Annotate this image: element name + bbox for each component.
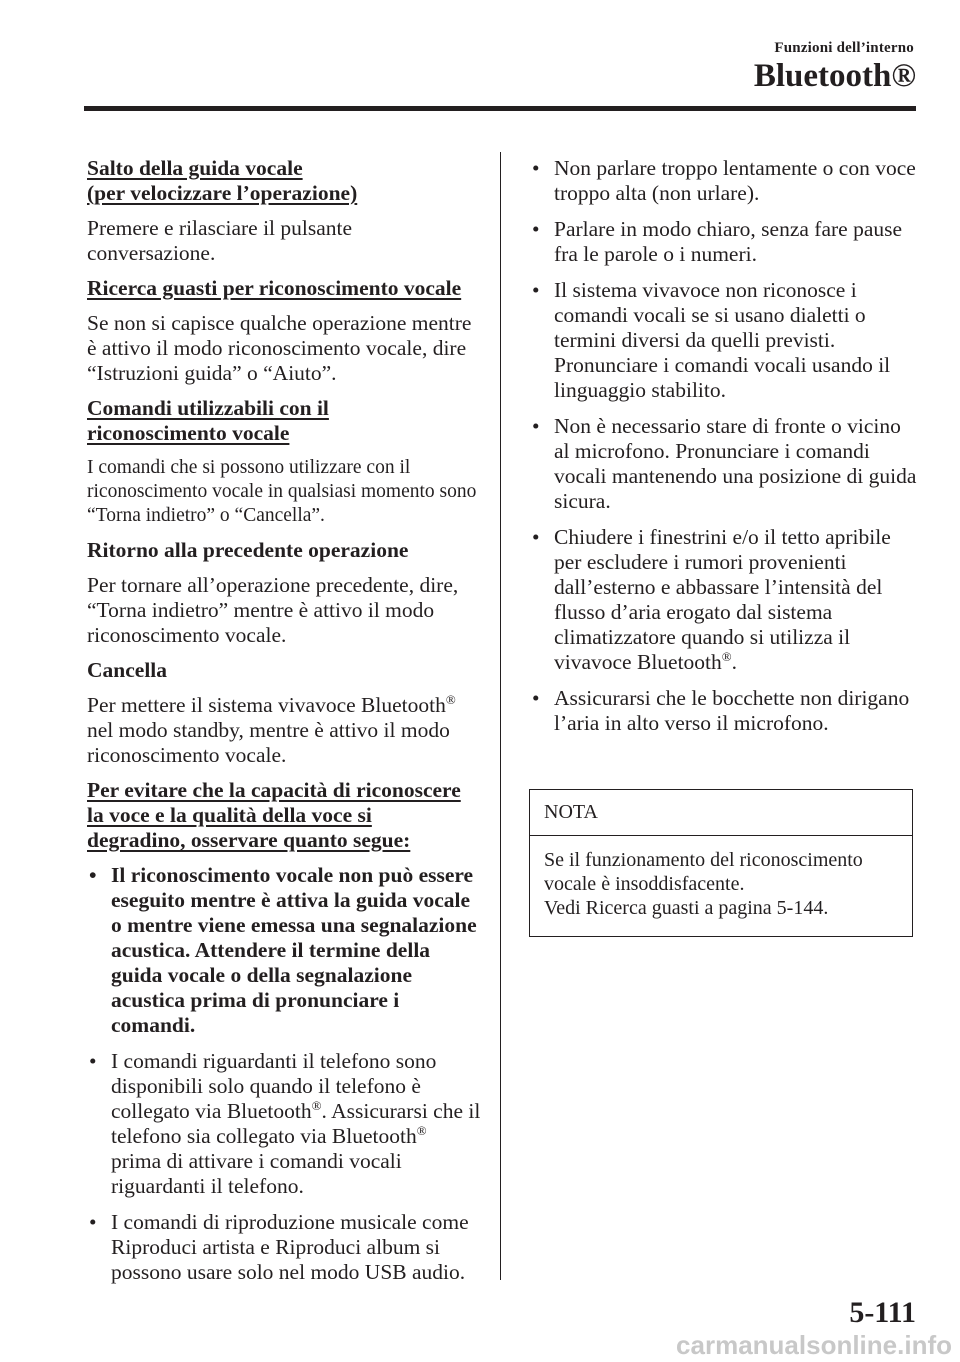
heading-cancel: Cancella <box>87 658 168 682</box>
registered-mark: ® <box>445 691 456 707</box>
heading-troubleshoot: Ricerca guasti per riconoscimento vocale <box>87 276 462 300</box>
bullet-icon: • <box>532 686 540 710</box>
list-item: • Non parlare troppo lentamente o con voce troppo alta (non urlare). <box>532 156 916 205</box>
bullet-icon: • <box>532 156 540 180</box>
paragraph-troubleshoot: Se non si capisce qualche operazione mentre è attivo il modo riconoscimento vocale, dire “Istruzioni guida” o “Aiuto”. <box>87 311 472 385</box>
bullet-icon: • <box>532 217 540 241</box>
right-column <box>530 156 920 747</box>
list-item: • I comandi riguardanti il telefono sono disponibili solo quando il telefono è collegato via Bluetooth®. Assicurarsi che il telefono sia collegato via Bluetooth® prima di attivare i comandi vocali riguardanti il telefono. <box>89 1049 481 1198</box>
note-body <box>530 836 912 936</box>
header-rule <box>84 106 916 111</box>
heading-available-commands: Comandi utilizzabili con il riconoscimento vocale <box>87 396 329 445</box>
bullet-icon: • <box>89 863 97 887</box>
left-column <box>87 156 482 1296</box>
bullet-icon: • <box>89 1210 97 1234</box>
paragraph-go-back: Per tornare all’operazione precedente, dire, “Torna indietro” mentre è attivo il modo riconoscimento vocale. <box>87 573 459 647</box>
column-divider <box>500 152 501 1280</box>
bullet-icon: • <box>532 525 540 549</box>
page-number: 5-111 <box>849 1296 916 1329</box>
note-title: NOTA <box>530 790 912 836</box>
list-item: • Il sistema vivavoce non riconosce i comandi vocali se si usano dialetti o termini diversi da quelli previsti. Pronunciare i comandi vocali usando il linguaggio stabilito. <box>532 278 891 402</box>
watermark: carmanualsonline.info <box>676 1330 952 1360</box>
list-item: • Non è necessario stare di fronte o vicino al microfono. Pronunciare i comandi vocali mantenendo una posizione di guida sicura. <box>532 414 917 513</box>
list-item: • Assicurarsi che le bocchette non dirigano l’aria in alto verso il microfono. <box>532 686 910 735</box>
note-box <box>529 789 913 937</box>
paragraph-skip-guide: Premere e rilasciare il pulsante conversazione. <box>87 216 353 265</box>
bullet-icon: • <box>532 414 540 438</box>
list-item: • I comandi di riproduzione musicale come Riproduci artista e Riproduci album si possono usare solo nel modo USB audio. <box>89 1210 469 1284</box>
heading-go-back: Ritorno alla precedente operazione <box>87 538 409 562</box>
note-line: Vedi Ricerca guasti a pagina 5-144. <box>544 897 829 919</box>
list-item: • Parlare in modo chiaro, senza fare pause fra le parole o i numeri. <box>532 217 903 266</box>
paragraph-cancel: Per mettere il sistema vivavoce Bluetooth® nel modo standby, mentre è attivo il modo riconoscimento vocale. <box>87 691 456 767</box>
heading-skip-guide: Salto della guida vocale (per velocizzare l’operazione) <box>87 156 358 205</box>
bullet-icon: • <box>532 278 540 302</box>
list-item: • Chiudere i finestrini e/o il tetto apribile per escludere i rumori provenienti dall’esterno e abbassare l’intensità del flusso d’aria erogato dal sistema climatizzatore quando si utilizza il vivavoce Bluetooth®. <box>532 525 891 674</box>
paragraph-available-commands: I comandi che si possono utilizzare con il riconoscimento vocale in qualsiasi momento sono “Torna indietro” o “Cancella”. <box>87 457 477 526</box>
bullet-icon: • <box>89 1049 97 1073</box>
section-label: Funzioni dell’interno <box>774 40 914 56</box>
tips-list-right <box>530 156 920 736</box>
heading-avoid-degradation: Per evitare che la capacità di riconoscere la voce e la qualità della voce si degradino, osservare quanto segue: <box>87 778 461 852</box>
tips-list-left <box>87 863 482 1285</box>
note-line: Se il funzionamento del riconoscimento vocale è insoddisfacente. <box>544 849 863 895</box>
page-title: Bluetooth® <box>753 58 916 94</box>
list-item: • Il riconoscimento vocale non può essere eseguito mentre è attiva la guida vocale o mentre viene emessa una segnalazione acustica. Attendere il termine della guida vocale o della segnalazione acustica prima di pronunciare i comandi. <box>89 863 477 1037</box>
